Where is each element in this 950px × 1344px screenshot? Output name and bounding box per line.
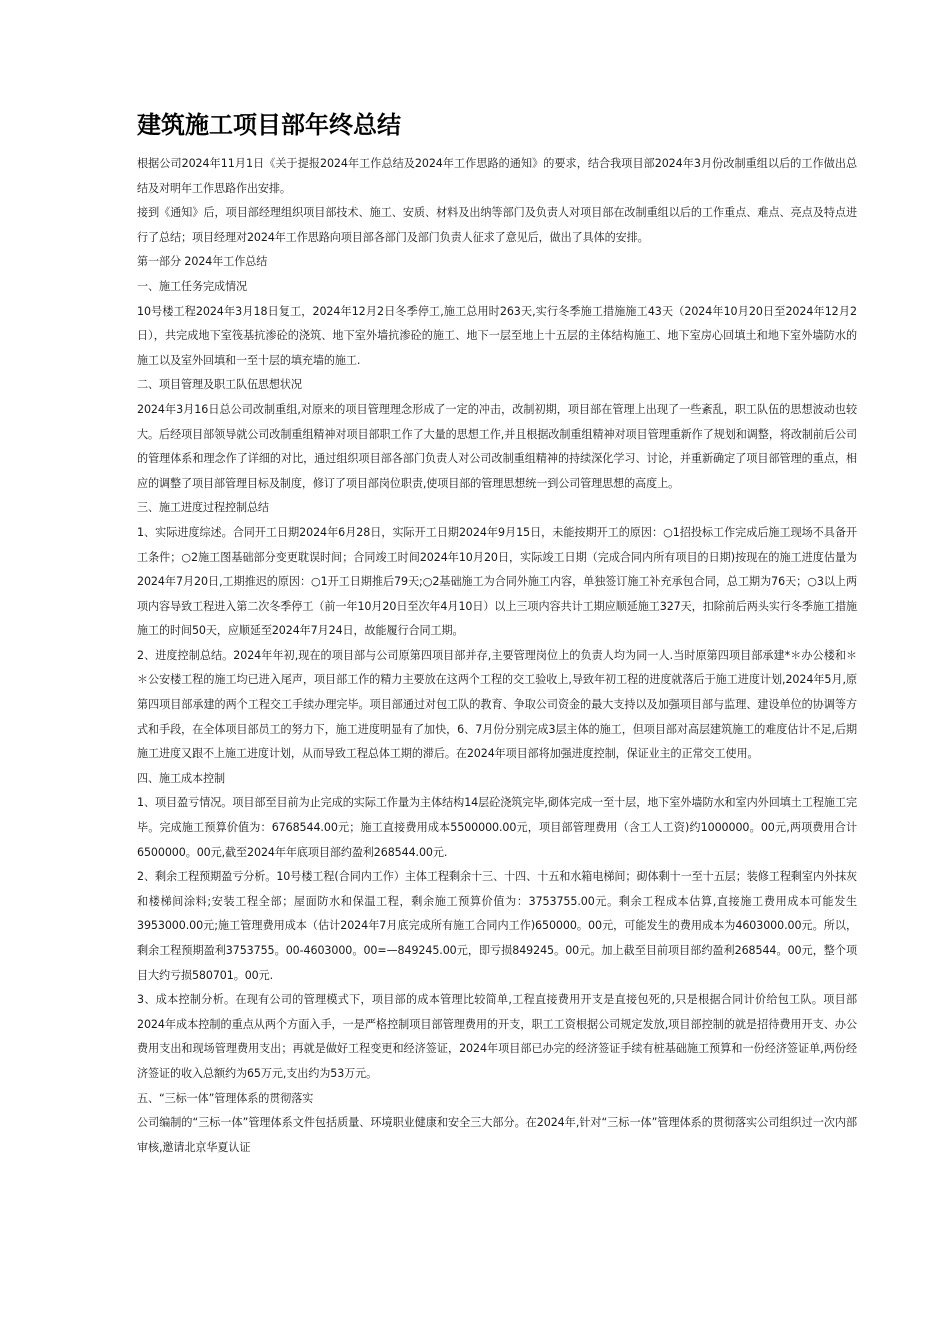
section-heading-management: 二、项目管理及职工队伍思想状况	[137, 378, 302, 392]
paragraph-notice: 接到《通知》后，项目部经理组织项目部技术、施工、安质、材料及出纳等部门及负责人对项目部在改制重组以后的工作重点、难点、亮点及特点进行了总结；项目经理对2024年工作思路向项目部各部门及部门负责人征求了意见后，做出了具体的安排。	[137, 206, 857, 244]
section-heading-task-completion: 一、施工任务完成情况	[137, 279, 247, 293]
section-heading-schedule-control: 三、施工进度过程控制总结	[137, 501, 269, 515]
paragraph-intro: 根据公司2024年11月1日《关于提报2024年工作总结及2024年工作思路的通知》的要求，结合我项目部2024年3月份改制重组以后的工作做出总结及对明年工作思路作出安排。	[137, 157, 857, 195]
section-heading-cost-control: 四、施工成本控制	[137, 771, 225, 785]
paragraph-management: 2024年3月16日总公司改制重组,对原来的项目管理理念形成了一定的冲击，改制初期，项目部在管理上出现了一些紊乱，职工队伍的思想波动也较大。后经项目部领导就公司改制重组精神对项目部职工作了大量的思想工作,并且根据改制重组精神对项目管理重新作了规划和调整，将改制前后公司的管理体系和理念作了详细的对比，通过组织项目部各部门负责人对公司改制重组精神的持续深化学习、讨论，并重新确定了项目部管理的重点，相应的调整了项目部管理目标及制度，修订了项目部岗位职责,使项目部的管理思想统一到公司管理思想的高度上。	[137, 402, 857, 490]
section-heading-management-system: 五、“三标一体”管理体系的贯彻落实	[137, 1091, 314, 1105]
paragraph-profit-loss: 1、项目盈亏情况。项目部至目前为止完成的实际工作量为主体结构14层砼浇筑完毕,砌体完成一至十层，地下室外墙防水和室内外回填土工程施工完毕。完成施工预算价值为：6768544.00元；施工直接费用成本5500000.00元，项目部管理费用（含工人工资)约1000000。00元,两项费用合计6500000。00元,截至2024年年底项目部约盈利268544.00元.	[137, 796, 857, 859]
part-one-heading: 第一部分 2024年工作总结	[137, 255, 268, 269]
paragraph-management-system: 公司编制的“三标一体”管理体系文件包括质量、环境职业健康和安全三大部分。在2024年,针对“三标一体”管理体系的贯彻落实公司组织过一次内部审核,邀请北京华夏认证	[137, 1116, 857, 1154]
document-title: 建筑施工项目部年终总结	[137, 110, 401, 139]
paragraph-remaining-work: 2、剩余工程预期盈亏分析。10号楼工程(合同内工作）主体工程剩余十三、十四、十五和水箱电梯间；砌体剩十一至十五层；装修工程剩室内外抹灰和楼梯间涂料;安装工程全部；屋面防水和保温工程，剩余施工预算价值为：3753755.00元。剩余工程成本估算,直接施工费用成本可能发生3953000.00元;施工管理费用成本（估计2024年7月底完成所有施工合同内工作)650000。00元，可能发生的费用成本为4603000.00元。所以，剩余工程预期盈利3753755。00-4603000。00=—849245.00元，即亏损849245。00元。加上截至目前项目部约盈利268544。00元，整个项目大约亏损580701。00元.	[137, 870, 857, 982]
paragraph-schedule-summary: 2、进度控制总结。2024年年初,现在的项目部与公司原第四项目部并存,主要管理岗位上的负责人均为同一人.当时原第四项目部承建*＊办公楼和＊＊公安楼工程的施工均已进入尾声，项目部工作的精力主要放在这两个工程的交工验收上,导致年初工程的进度就落后于施工进度计划,2024年5月,原第四项目部承建的两个工程交工手续办理完毕。项目部通过对包工队的教育、争取公司资金的最大支持以及加强项目部与监理、建设单位的协调等方式和手段，在全体项目部员工的努力下，施工进度明显有了加快，6、7月份分别完成3层主体的施工，但项目部对高层建筑施工的难度估计不足,后期施工进度又跟不上施工进度计划，从而导致工程总体工期的滞后。在2024年项目部将加强进度控制，保证业主的正常交工使用。	[137, 648, 857, 761]
document-page	[137, 108, 857, 1160]
paragraph-task-completion: 10号楼工程2024年3月18日复工，2024年12月2日冬季停工,施工总用时263天,实行冬季施工措施施工43天（2024年10月20日至2024年12月2日），共完成地下室筏基抗渗砼的浇筑、地下室外墙抗渗砼的施工、地下一层至地上十五层的主体结构施工、地下室房心回填土和地下室外墙防水的施工以及室外回填和一至十层的填充墙的施工.	[137, 304, 857, 367]
paragraph-cost-analysis: 3、成本控制分析。在现有公司的管理模式下，项目部的成本管理比较简单,工程直接费用开支是直接包死的,只是根据合同计价给包工队。项目部2024年成本控制的重点从两个方面入手，一是严格控制项目部管理费用的开支，职工工资根据公司规定发放,项目部控制的就是招待费用开支、办公费用支出和现场管理费用支出；再就是做好工程变更和经济签证，2024年项目部已办完的经济签证手续有桩基础施工预算和一份经济签证单,两份经济签证的收入总额约为65万元,支出约为53万元。	[137, 993, 857, 1080]
paragraph-schedule-overview: 1、实际进度综述。合同开工日期2024年6月28日，实际开工日期2024年9月15日，未能按期开工的原因：○1招投标工作完成后施工现场不具备开工条件；○2施工图基础部分变更耽误时间；合同竣工时间2024年10月20日，实际竣工日期（完成合同内所有项目的日期)按现在的施工进度估量为2024年7月20日,工期推迟的原因：○1开工日期推后79天;○2基础施工为合同外施工内容，单独签订施工补充承包合同，总工期为76天；○3以上两项内容导致工程进入第二次冬季停工（前一年10月20日至次年4月10日）以上三项内容共计工期应顺延施工327天，扣除前后两头实行冬季施工措施施工的时间50天，应顺延至2024年7月24日，故能履行合同工期。	[137, 525, 857, 638]
